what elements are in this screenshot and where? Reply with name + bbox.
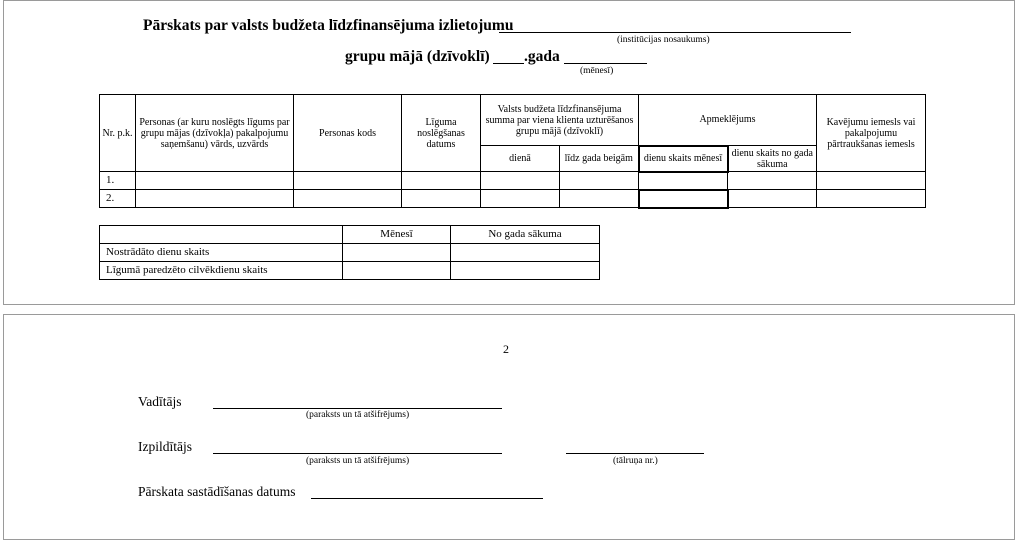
page-number: 2 (503, 342, 509, 356)
executor-label: Izpildītājs (138, 439, 192, 454)
cell-year-end[interactable] (560, 172, 639, 190)
table-row (100, 262, 600, 280)
table-row (100, 172, 926, 190)
summary-cell-month[interactable] (343, 244, 451, 262)
header-absence-reason: Kavējumu iemesls vai pakalpojumu pārtraukšanas iemesls (817, 95, 926, 172)
header-personal-code: Personas kods (294, 95, 402, 172)
summary-header-blank (100, 226, 343, 244)
header-attendance: Apmeklējums (639, 95, 817, 146)
year-label: .gada (524, 48, 560, 65)
cell-reason[interactable] (817, 190, 926, 208)
phone-line[interactable] (566, 453, 704, 454)
summary-row-label: Nostrādāto dienu skaits (100, 244, 343, 262)
month-caption: (mēnesī) (580, 66, 614, 76)
cell-code[interactable] (294, 190, 402, 208)
cell-days-year[interactable] (728, 172, 817, 190)
cell-days-month[interactable] (639, 172, 728, 190)
cell-days-month[interactable] (639, 190, 728, 208)
cell-reason[interactable] (817, 172, 926, 190)
phone-caption: (tālruņa nr.) (613, 456, 658, 466)
form-page-1 (3, 0, 1015, 305)
row-number: 1. (100, 172, 136, 190)
manager-signature-line[interactable] (213, 408, 502, 409)
summary-header-year-start: No gada sākuma (451, 226, 600, 244)
cell-name[interactable] (136, 172, 294, 190)
header-persons: Personas (ar kuru noslēgts līgums par grupu mājas (dzīvokļa) pakalpojumu saņemšanu) vārds, uzvārds (136, 95, 294, 172)
table-row (100, 190, 926, 208)
cell-days-year[interactable] (728, 190, 817, 208)
header-nr: Nr. p.k. (100, 95, 136, 172)
cell-date[interactable] (402, 172, 481, 190)
executor-signature-caption: (paraksts un tā atšifrējums) (306, 456, 410, 466)
summary-cell-month[interactable] (343, 262, 451, 280)
form-page-2 (3, 314, 1015, 540)
cell-name[interactable] (136, 190, 294, 208)
table-row (100, 244, 600, 262)
header-until-year-end: līdz gada beigām (560, 146, 639, 172)
summary-table (99, 225, 600, 280)
manager-label: Vadītājs (138, 394, 182, 409)
cell-per-day[interactable] (481, 190, 560, 208)
cell-year-end[interactable] (560, 190, 639, 208)
cell-code[interactable] (294, 172, 402, 190)
cell-per-day[interactable] (481, 172, 560, 190)
header-budget-sum: Valsts budžeta līdzfinansējuma summa par viena klienta uzturēšanos grupu mājā (dzīvoklī) (481, 95, 639, 146)
month-line[interactable] (564, 63, 647, 64)
report-date-line[interactable] (311, 498, 543, 499)
group-home-label: grupu mājā (dzīvoklī) (345, 48, 490, 65)
header-days-month: dienu skaits mēnesī (639, 146, 728, 172)
header-days-year-start: dienu skaits no gada sākuma (728, 146, 817, 172)
manager-signature-caption: (paraksts un tā atšifrējums) (306, 410, 410, 420)
executor-signature-line[interactable] (213, 453, 502, 454)
budget-table (99, 94, 926, 209)
year-line[interactable] (493, 63, 524, 64)
summary-cell-year-start[interactable] (451, 244, 600, 262)
summary-header-month: Mēnesī (343, 226, 451, 244)
report-date-label: Pārskata sastādīšanas datums (138, 484, 296, 499)
report-title: Pārskats par valsts budžeta līdzfinansējuma izlietojumu (143, 17, 514, 34)
cell-date[interactable] (402, 190, 481, 208)
header-contract-date: Līguma noslēgšanas datums (402, 95, 481, 172)
summary-cell-year-start[interactable] (451, 262, 600, 280)
row-number: 2. (100, 190, 136, 208)
summary-row-label: Līgumā paredzēto cilvēkdienu skaits (100, 262, 343, 280)
institution-name-line[interactable] (499, 32, 851, 33)
institution-caption: (institūcijas nosaukums) (617, 35, 710, 45)
header-per-day: dienā (481, 146, 560, 172)
